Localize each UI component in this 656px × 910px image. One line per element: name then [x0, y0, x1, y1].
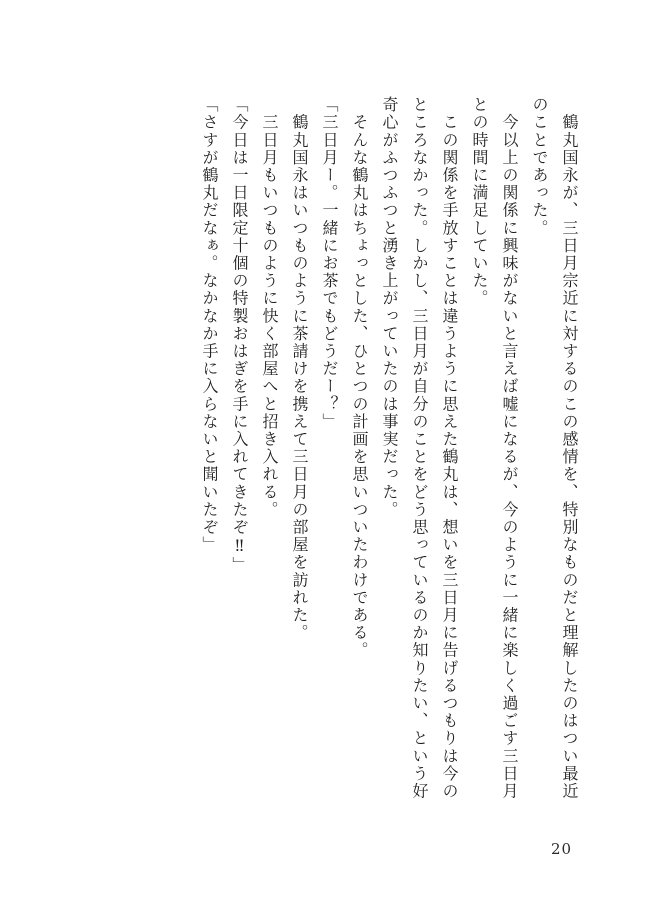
- vertical-text-area: [134, 96, 584, 806]
- dialogue-line-1: 「三日月ー。一緒にお茶でもどうだー？」: [320, 96, 339, 431]
- paragraph-narrative-5: 鶴丸国永はいつものように茶請けを携えて三日月の部屋を訪れた。: [290, 96, 309, 642]
- paragraph-narrative-3: この関係を手放すことは違うように思えた鶴丸は、想いを三日月に告げるつもりは今のところなかった。しかし、三日月が自分のことをどう思っているのか知りたい、という好奇心がふつふつと湧き上がっていたのは事実だった。: [380, 96, 459, 800]
- paragraph-narrative-2: 今以上の関係に興味がないと言えば嘘になるが、今のように一緒に楽しく過ごす三日月との時間に満足していた。: [470, 96, 519, 800]
- dialogue-line-2: 「今日は一日限定十個の特製おはぎを手に入れてきたぞ‼」: [230, 96, 249, 575]
- paragraph-narrative-6: 三日月もいつものように快く部屋へと招き入れる。: [260, 96, 279, 519]
- page-number: 20: [551, 840, 573, 858]
- paragraph-narrative-4: そんな鶴丸はちょっとした、ひとつの計画を思いついたわけである。: [350, 96, 369, 660]
- paragraph-narrative-1: 鶴丸国永が、三日月宗近に対するのこの感情を、特別なものだと理解したのはつい最近のことであった。: [530, 96, 579, 800]
- dialogue-line-3: 「さすが鶴丸だなぁ。なかなか手に入らないと聞いたぞ」: [200, 96, 219, 554]
